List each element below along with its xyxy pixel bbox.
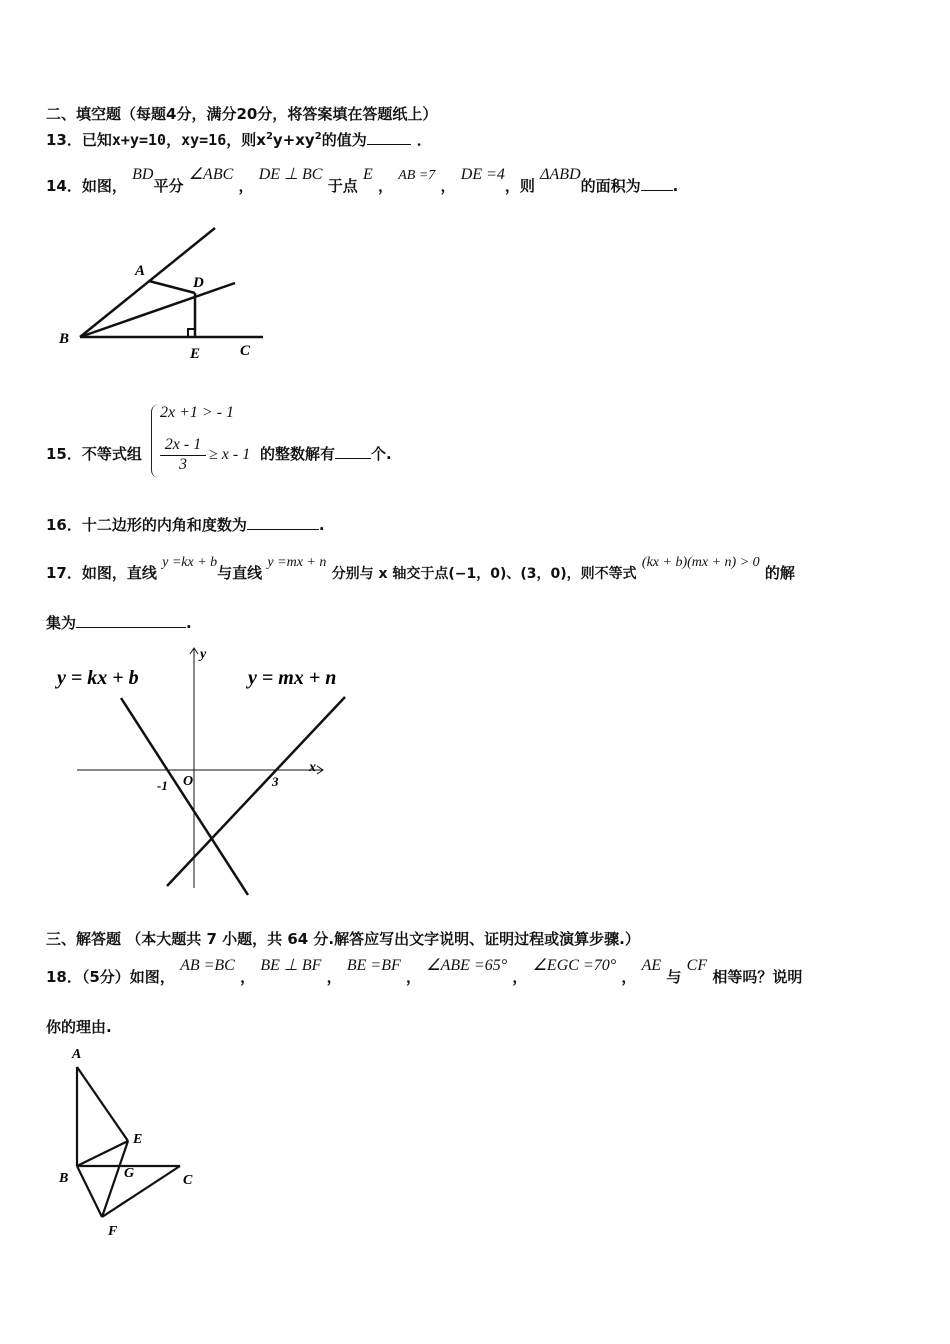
- q13-expr: x: [256, 131, 266, 149]
- label-e: E: [190, 346, 201, 362]
- label-g: G: [124, 1166, 135, 1181]
- section-3-heading: 三、解答题 （本大题共 7 小题，共 64 分.解答应写出文字说明、证明过程或演算步骤.）: [46, 930, 640, 948]
- segment-bf: [77, 1166, 102, 1217]
- segment-ae: [77, 1067, 128, 1141]
- line-kx-b: [121, 698, 248, 895]
- label-tick-3: 3: [272, 774, 279, 789]
- q14-math-ab: AB =7: [398, 168, 436, 183]
- label-b: B: [59, 1171, 69, 1186]
- label-a: A: [135, 263, 146, 279]
- q15-fraction-numerator: 2x - 1: [160, 436, 206, 456]
- label-a: A: [72, 1047, 82, 1062]
- q14-math-de: DE =4: [460, 166, 505, 183]
- q15-text: 的整数解有: [260, 445, 336, 463]
- q13-sup-a: 2: [265, 131, 273, 142]
- q16-number: 16．: [46, 516, 82, 534]
- q18-figure-lines: [77, 1067, 180, 1217]
- ray-bd: [80, 283, 235, 337]
- question-15: [46, 443, 142, 464]
- q16-text: 十二边形的内角和度数为: [81, 516, 247, 534]
- q18-number: 18．: [46, 968, 82, 986]
- q18-sep: ，: [512, 968, 528, 986]
- q14-math-angle: ∠ABC: [188, 166, 234, 183]
- label-tick-neg1: -1: [157, 778, 168, 793]
- q18-math-cf: CF: [686, 957, 708, 974]
- q18-text-equal: 相等吗？说明: [712, 968, 803, 986]
- q14-sep: ，: [377, 177, 393, 195]
- q13-condition: x+y=10，xy=16: [111, 131, 227, 149]
- q14-number: 14．: [46, 177, 82, 195]
- q18-sep: ，: [240, 968, 256, 986]
- q13-answer-blank: [367, 130, 411, 145]
- q17-lead: 如图，直线: [81, 564, 157, 582]
- q18-math-be-bf: BE =BF: [346, 957, 401, 974]
- label-c: C: [183, 1173, 193, 1188]
- q15-end: 个.: [371, 445, 392, 463]
- q17-text-and: 与直线: [217, 564, 263, 582]
- question-14: [46, 166, 679, 196]
- question-17-line-2: [46, 612, 192, 633]
- segment-ad: [149, 281, 195, 293]
- question-18: [46, 957, 803, 987]
- label-line1: y = kx + b: [57, 667, 139, 689]
- q16-end: .: [318, 516, 325, 534]
- q14-sep: ，: [238, 177, 254, 195]
- question-13: [46, 129, 432, 150]
- q17-math-line2: y =mx + n: [267, 555, 327, 570]
- label-e: E: [133, 1132, 143, 1147]
- q15-answer-blank: [335, 444, 371, 459]
- q17-text-intersect: 分别与 x 轴交于点(−1，0)、(3，0)，则不等式: [331, 566, 637, 582]
- label-f: F: [108, 1224, 118, 1239]
- q18-figure: [55, 1045, 225, 1245]
- q13-number: 13．: [46, 131, 82, 149]
- q15-number: 15．: [46, 445, 82, 463]
- q15-fraction: [160, 436, 206, 474]
- q13-text: 已知: [81, 131, 112, 149]
- q14-figure: [55, 225, 275, 375]
- q13-text-mid: ，则: [226, 131, 257, 149]
- q15-inequality-2-rest: ≥ x - 1: [209, 446, 251, 463]
- q15-lead: 不等式组: [81, 445, 142, 463]
- q15-inequality-1: 2x +1 > - 1: [160, 404, 235, 421]
- q18-math-ae: AE: [641, 957, 662, 974]
- question-16: [46, 514, 325, 535]
- q14-text-point: 于点: [327, 177, 358, 195]
- q14-lead: 如图，: [81, 177, 127, 195]
- q17-end: .: [186, 614, 192, 632]
- label-b: B: [59, 331, 70, 347]
- q15-system-brace: [151, 404, 160, 478]
- q18-sep: ，: [621, 968, 637, 986]
- q13-text-post: 的值为: [321, 131, 367, 149]
- q15-fraction-denominator: 3: [179, 456, 187, 473]
- q14-math-perp: DE ⊥ BC: [258, 166, 323, 183]
- q18-math-ab-bc: AB =BC: [180, 957, 235, 974]
- q14-text-bisect: 平分: [153, 177, 184, 195]
- q14-text-then: ，则: [504, 177, 535, 195]
- q14-end: .: [672, 177, 679, 195]
- q18-lead: （5分）如图，: [81, 968, 175, 986]
- question-18-line-2: 你的理由.: [46, 1018, 112, 1036]
- q18-math-perp: BE ⊥ BF: [260, 957, 322, 974]
- q16-answer-blank: [247, 515, 319, 530]
- label-x: x: [309, 760, 316, 775]
- q14-math-e: E: [362, 166, 373, 183]
- q17-number: 17．: [46, 564, 82, 582]
- label-d: D: [193, 275, 204, 291]
- q18-sep: ，: [405, 968, 421, 986]
- label-c: C: [240, 343, 251, 359]
- q17-math-inequality: (kx + b)(mx + n) > 0: [641, 555, 760, 570]
- q18-text-and: 与: [666, 968, 682, 986]
- q17-graph: [55, 640, 355, 900]
- q14-answer-blank: [641, 176, 673, 191]
- q15-tail: [260, 443, 392, 464]
- label-y: y: [200, 647, 207, 662]
- q14-figure-lines: [80, 228, 263, 337]
- q18-sep: ，: [326, 968, 342, 986]
- q13-sup-b: 2: [314, 131, 322, 142]
- q18-math-angle-egc: ∠EGC =70°: [532, 957, 617, 974]
- label-origin: O: [183, 774, 194, 789]
- q17-math-line1: y =kx + b: [162, 555, 218, 570]
- q17-text-set: 集为: [46, 614, 77, 632]
- q14-math-bd: BD: [132, 166, 154, 183]
- q13-end: ．: [416, 131, 432, 149]
- section-2-heading: 二、填空题（每题4分，满分20分，将答案填在答题纸上）: [46, 105, 438, 123]
- q14-sep: ，: [440, 177, 456, 195]
- q17-answer-blank: [76, 613, 186, 628]
- question-17: [46, 555, 795, 583]
- q18-math-angle-abe: ∠ABE =65°: [426, 957, 508, 974]
- q14-text-area: 的面积为: [580, 177, 641, 195]
- segment-cf: [102, 1166, 180, 1217]
- q13-expr-b: y+xy: [272, 131, 315, 149]
- q14-math-triangle: ΔABD: [540, 166, 581, 183]
- q17-text-solution: 的解: [764, 564, 795, 582]
- label-line2: y = mx + n: [248, 667, 337, 689]
